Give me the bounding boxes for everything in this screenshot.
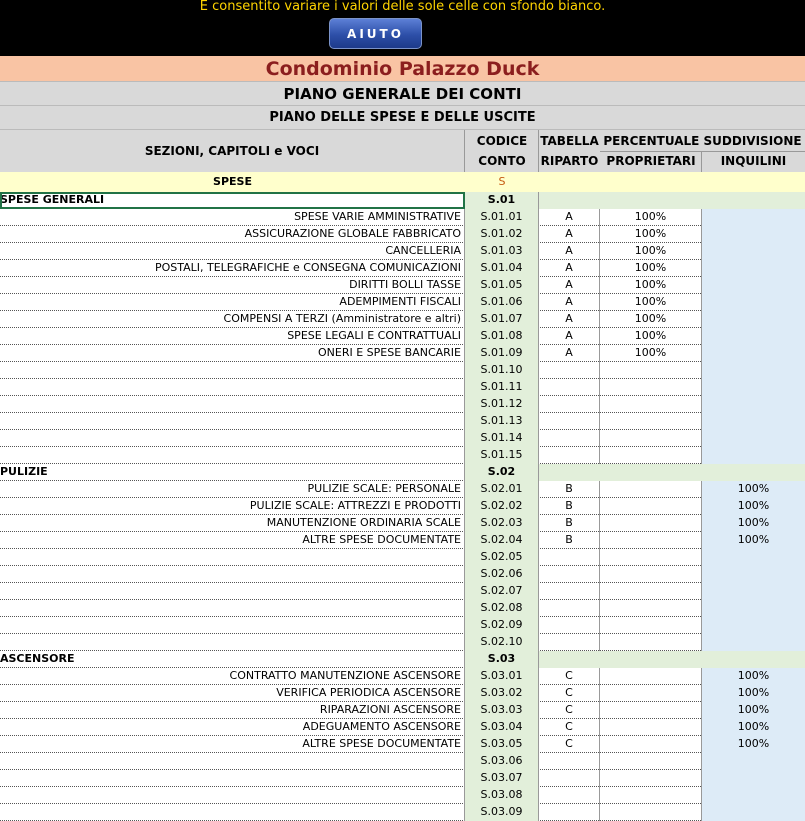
- header-sections: SEZIONI, CAPITOLI e VOCI: [0, 130, 465, 172]
- header-codice: CODICE: [476, 134, 528, 148]
- table-row: [0, 481, 805, 498]
- riparto-table[interactable]: A: [539, 243, 600, 260]
- tenants-percentage[interactable]: [702, 379, 805, 396]
- account-description[interactable]: [0, 396, 465, 413]
- account-description[interactable]: ASCENSORE: [0, 651, 465, 668]
- table-row: [0, 804, 805, 821]
- riparto-table[interactable]: C: [539, 702, 600, 719]
- account-description[interactable]: [0, 413, 465, 430]
- table-row: [0, 362, 805, 379]
- account-description[interactable]: ADEGUAMENTO ASCENSORE: [0, 719, 465, 736]
- owners-percentage[interactable]: 100%: [600, 311, 702, 328]
- account-code: S.03.06: [465, 753, 539, 770]
- table-row: [0, 396, 805, 413]
- owners-percentage[interactable]: [600, 498, 702, 515]
- owners-percentage[interactable]: [600, 532, 702, 549]
- riparto-table[interactable]: [539, 549, 600, 566]
- tenants-percentage[interactable]: [702, 413, 805, 430]
- header-inquilini: INQUILINI: [720, 154, 787, 168]
- riparto-table[interactable]: C: [539, 685, 600, 702]
- riparto-table[interactable]: [539, 566, 600, 583]
- tenants-percentage[interactable]: [702, 328, 805, 345]
- account-code: S.03: [465, 651, 539, 668]
- account-code: S.01.06: [465, 294, 539, 311]
- tenants-percentage[interactable]: [702, 396, 805, 413]
- tenants-percentage[interactable]: [702, 226, 805, 243]
- account-description[interactable]: [0, 549, 465, 566]
- column-header: [0, 130, 805, 172]
- table-row: [0, 668, 805, 685]
- tenants-percentage[interactable]: [702, 634, 805, 651]
- tenants-percentage[interactable]: 100%: [702, 481, 805, 498]
- account-description[interactable]: PULIZIE: [0, 464, 465, 481]
- owners-percentage[interactable]: [600, 583, 702, 600]
- tenants-percentage[interactable]: [702, 583, 805, 600]
- tenants-percentage[interactable]: [702, 566, 805, 583]
- owners-percentage[interactable]: 100%: [600, 294, 702, 311]
- owners-percentage[interactable]: [600, 617, 702, 634]
- owners-percentage[interactable]: [600, 736, 702, 753]
- owners-percentage[interactable]: [600, 413, 702, 430]
- account-description[interactable]: ADEMPIMENTI FISCALI: [0, 294, 465, 311]
- account-description[interactable]: VERIFICA PERIODICA ASCENSORE: [0, 685, 465, 702]
- account-description[interactable]: ONERI E SPESE BANCARIE: [0, 345, 465, 362]
- account-code: S.01.10: [465, 362, 539, 379]
- riparto-table[interactable]: A: [539, 311, 600, 328]
- account-code: S.01.07: [465, 311, 539, 328]
- table-row: [0, 226, 805, 243]
- riparto-table[interactable]: [539, 413, 600, 430]
- account-code: S.02.03: [465, 515, 539, 532]
- account-description[interactable]: CANCELLERIA: [0, 243, 465, 260]
- riparto-table[interactable]: A: [539, 345, 600, 362]
- owners-percentage[interactable]: [600, 549, 702, 566]
- sheet-subtitle-2: PIANO DELLE SPESE E DELLE USCITE: [0, 106, 805, 130]
- riparto-table[interactable]: B: [539, 532, 600, 549]
- riparto-table[interactable]: [539, 379, 600, 396]
- riparto-table[interactable]: C: [539, 719, 600, 736]
- table-row: [0, 566, 805, 583]
- riparto-table[interactable]: [539, 430, 600, 447]
- account-description[interactable]: [0, 804, 465, 821]
- tenants-percentage[interactable]: 100%: [702, 498, 805, 515]
- tenants-percentage[interactable]: [702, 209, 805, 226]
- riparto-table[interactable]: [539, 787, 600, 804]
- owners-percentage[interactable]: [600, 634, 702, 651]
- account-description[interactable]: [0, 447, 465, 464]
- table-row: [0, 770, 805, 787]
- table-row: [0, 753, 805, 770]
- table-row: [0, 515, 805, 532]
- account-description[interactable]: [0, 753, 465, 770]
- tenants-percentage[interactable]: [702, 787, 805, 804]
- account-description[interactable]: RIPARAZIONI ASCENSORE: [0, 702, 465, 719]
- riparto-table[interactable]: C: [539, 736, 600, 753]
- account-code: S.01.15: [465, 447, 539, 464]
- account-code: S.03.07: [465, 770, 539, 787]
- tenants-percentage[interactable]: [702, 362, 805, 379]
- account-code: S.03.09: [465, 804, 539, 821]
- table-row: [0, 379, 805, 396]
- help-button[interactable]: AIUTO: [329, 18, 422, 49]
- account-code: S.01.05: [465, 277, 539, 294]
- table-row: [0, 447, 805, 464]
- tenants-percentage[interactable]: [702, 549, 805, 566]
- owners-percentage[interactable]: [600, 702, 702, 719]
- section-fill: [539, 192, 805, 209]
- owners-percentage[interactable]: [600, 379, 702, 396]
- account-description[interactable]: [0, 566, 465, 583]
- riparto-table[interactable]: A: [539, 209, 600, 226]
- owners-percentage[interactable]: 100%: [600, 277, 702, 294]
- toolbar: [0, 0, 805, 56]
- riparto-table[interactable]: [539, 617, 600, 634]
- owners-percentage[interactable]: [600, 804, 702, 821]
- tenants-percentage[interactable]: 100%: [702, 719, 805, 736]
- table-row: [0, 498, 805, 515]
- account-code: S.02.05: [465, 549, 539, 566]
- account-description[interactable]: POSTALI, TELEGRAFICHE e CONSEGNA COMUNICAZIONI: [0, 260, 465, 277]
- account-description[interactable]: [0, 634, 465, 651]
- table-row: [0, 328, 805, 345]
- table-row: [0, 277, 805, 294]
- table-row: [0, 243, 805, 260]
- account-description[interactable]: [0, 362, 465, 379]
- account-description[interactable]: SPESE GENERALI: [0, 192, 465, 209]
- tenants-percentage[interactable]: [702, 243, 805, 260]
- owners-percentage[interactable]: [600, 770, 702, 787]
- header-conto: CONTO: [478, 154, 526, 168]
- table-row: [0, 719, 805, 736]
- account-description[interactable]: [0, 600, 465, 617]
- account-description[interactable]: [0, 787, 465, 804]
- tenants-percentage[interactable]: [702, 770, 805, 787]
- account-code: S.02.08: [465, 600, 539, 617]
- account-code: S.02.07: [465, 583, 539, 600]
- riparto-table[interactable]: [539, 634, 600, 651]
- tenants-percentage[interactable]: [702, 294, 805, 311]
- owners-percentage[interactable]: 100%: [600, 260, 702, 277]
- account-description[interactable]: [0, 379, 465, 396]
- section-row: [0, 651, 805, 668]
- riparto-table[interactable]: B: [539, 515, 600, 532]
- account-description[interactable]: PULIZIE SCALE: ATTREZZI E PRODOTTI: [0, 498, 465, 515]
- riparto-table[interactable]: A: [539, 226, 600, 243]
- owners-percentage[interactable]: [600, 515, 702, 532]
- tenants-percentage[interactable]: [702, 617, 805, 634]
- section-row: [0, 464, 805, 481]
- riparto-table[interactable]: [539, 583, 600, 600]
- riparto-table[interactable]: A: [539, 277, 600, 294]
- table-row: [0, 532, 805, 549]
- table-row: [0, 685, 805, 702]
- table-row: [0, 583, 805, 600]
- account-code: S.01.14: [465, 430, 539, 447]
- account-description[interactable]: ASSICURAZIONE GLOBALE FABBRICATO: [0, 226, 465, 243]
- account-description[interactable]: SPESE VARIE AMMINISTRATIVE: [0, 209, 465, 226]
- spese-code: S: [498, 175, 506, 188]
- account-code: S.01.02: [465, 226, 539, 243]
- riparto-table[interactable]: A: [539, 260, 600, 277]
- tenants-percentage[interactable]: [702, 260, 805, 277]
- owners-percentage[interactable]: [600, 600, 702, 617]
- tenants-percentage[interactable]: [702, 600, 805, 617]
- account-code: S.02: [465, 464, 539, 481]
- riparto-table[interactable]: [539, 753, 600, 770]
- account-code: S.02.02: [465, 498, 539, 515]
- owners-percentage[interactable]: 100%: [600, 345, 702, 362]
- account-description[interactable]: [0, 583, 465, 600]
- owners-percentage[interactable]: [600, 481, 702, 498]
- riparto-table[interactable]: [539, 396, 600, 413]
- riparto-table[interactable]: C: [539, 668, 600, 685]
- account-code: S.01: [465, 192, 539, 209]
- table-row: [0, 736, 805, 753]
- header-riparto: RIPARTO: [540, 154, 599, 168]
- account-code: S.01.13: [465, 413, 539, 430]
- table-row: [0, 294, 805, 311]
- account-code: S.03.05: [465, 736, 539, 753]
- spese-label: SPESE: [213, 175, 252, 188]
- account-description[interactable]: [0, 770, 465, 787]
- account-code: S.03.08: [465, 787, 539, 804]
- account-description[interactable]: COMPENSI A TERZI (Amministratore e altri): [0, 311, 465, 328]
- tenants-percentage[interactable]: [702, 345, 805, 362]
- account-code: S.01.04: [465, 260, 539, 277]
- riparto-table[interactable]: A: [539, 328, 600, 345]
- table-row: [0, 702, 805, 719]
- owners-percentage[interactable]: [600, 668, 702, 685]
- tenants-percentage[interactable]: [702, 430, 805, 447]
- tenants-percentage[interactable]: [702, 753, 805, 770]
- account-code: S.01.08: [465, 328, 539, 345]
- owners-percentage[interactable]: [600, 362, 702, 379]
- account-description[interactable]: CONTRATTO MANUTENZIONE ASCENSORE: [0, 668, 465, 685]
- section-row: [0, 192, 805, 209]
- owners-percentage[interactable]: 100%: [600, 226, 702, 243]
- table-row: [0, 413, 805, 430]
- table-row: [0, 209, 805, 226]
- account-code: S.02.06: [465, 566, 539, 583]
- riparto-table[interactable]: B: [539, 498, 600, 515]
- table-row: [0, 634, 805, 651]
- account-description[interactable]: SPESE LEGALI E CONTRATTUALI: [0, 328, 465, 345]
- account-description[interactable]: ALTRE SPESE DOCUMENTATE: [0, 532, 465, 549]
- account-code: S.02.09: [465, 617, 539, 634]
- riparto-table[interactable]: [539, 600, 600, 617]
- tenants-percentage[interactable]: 100%: [702, 515, 805, 532]
- account-code: S.01.01: [465, 209, 539, 226]
- tenants-percentage[interactable]: 100%: [702, 532, 805, 549]
- section-fill: [539, 464, 805, 481]
- riparto-table[interactable]: [539, 804, 600, 821]
- sheet-title: Condominio Palazzo Duck: [0, 56, 805, 82]
- account-code: S.03.02: [465, 685, 539, 702]
- table-row: [0, 260, 805, 277]
- account-code: S.03.03: [465, 702, 539, 719]
- account-code: S.02.04: [465, 532, 539, 549]
- account-code: S.01.09: [465, 345, 539, 362]
- riparto-table[interactable]: [539, 447, 600, 464]
- table-row: [0, 787, 805, 804]
- account-description[interactable]: [0, 430, 465, 447]
- sheet-subtitle: PIANO GENERALE DEI CONTI: [0, 82, 805, 106]
- tenants-percentage[interactable]: 100%: [702, 668, 805, 685]
- tenants-percentage[interactable]: 100%: [702, 736, 805, 753]
- tenants-percentage[interactable]: 100%: [702, 685, 805, 702]
- accounts-grid: [0, 192, 805, 821]
- account-code: S.02.10: [465, 634, 539, 651]
- owners-percentage[interactable]: [600, 430, 702, 447]
- riparto-table[interactable]: A: [539, 294, 600, 311]
- account-description[interactable]: DIRITTI BOLLI TASSE: [0, 277, 465, 294]
- table-row: [0, 311, 805, 328]
- owners-percentage[interactable]: [600, 566, 702, 583]
- owners-percentage[interactable]: [600, 396, 702, 413]
- header-tabella: TABELLA: [540, 134, 599, 148]
- account-description[interactable]: [0, 617, 465, 634]
- riparto-table[interactable]: [539, 770, 600, 787]
- tenants-percentage[interactable]: 100%: [702, 702, 805, 719]
- account-description[interactable]: PULIZIE SCALE: PERSONALE: [0, 481, 465, 498]
- table-row: [0, 617, 805, 634]
- tenants-percentage[interactable]: [702, 447, 805, 464]
- table-row: [0, 345, 805, 362]
- owners-percentage[interactable]: [600, 753, 702, 770]
- riparto-table[interactable]: B: [539, 481, 600, 498]
- account-code: S.01.03: [465, 243, 539, 260]
- header-percentuale: PERCENTUALE SUDDIVISIONE: [603, 134, 802, 148]
- riparto-table[interactable]: [539, 362, 600, 379]
- account-code: S.02.01: [465, 481, 539, 498]
- account-description[interactable]: MANUTENZIONE ORDINARIA SCALE: [0, 515, 465, 532]
- account-code: S.03.04: [465, 719, 539, 736]
- account-code: S.03.01: [465, 668, 539, 685]
- account-code: S.01.12: [465, 396, 539, 413]
- account-code: S.01.11: [465, 379, 539, 396]
- owners-percentage[interactable]: [600, 447, 702, 464]
- owners-percentage[interactable]: 100%: [600, 328, 702, 345]
- table-row: [0, 549, 805, 566]
- edit-notice: E consentito variare i valori delle sole celle con sfondo bianco.: [199, 0, 606, 14]
- account-description[interactable]: ALTRE SPESE DOCUMENTATE: [0, 736, 465, 753]
- owners-percentage[interactable]: [600, 719, 702, 736]
- section-fill: [539, 651, 805, 668]
- owners-percentage[interactable]: [600, 787, 702, 804]
- table-row: [0, 600, 805, 617]
- owners-percentage[interactable]: 100%: [600, 209, 702, 226]
- spese-row: [0, 172, 805, 192]
- tenants-percentage[interactable]: [702, 277, 805, 294]
- owners-percentage[interactable]: [600, 685, 702, 702]
- owners-percentage[interactable]: 100%: [600, 243, 702, 260]
- tenants-percentage[interactable]: [702, 804, 805, 821]
- tenants-percentage[interactable]: [702, 311, 805, 328]
- table-row: [0, 430, 805, 447]
- header-proprietari: PROPRIETARI: [606, 154, 696, 168]
